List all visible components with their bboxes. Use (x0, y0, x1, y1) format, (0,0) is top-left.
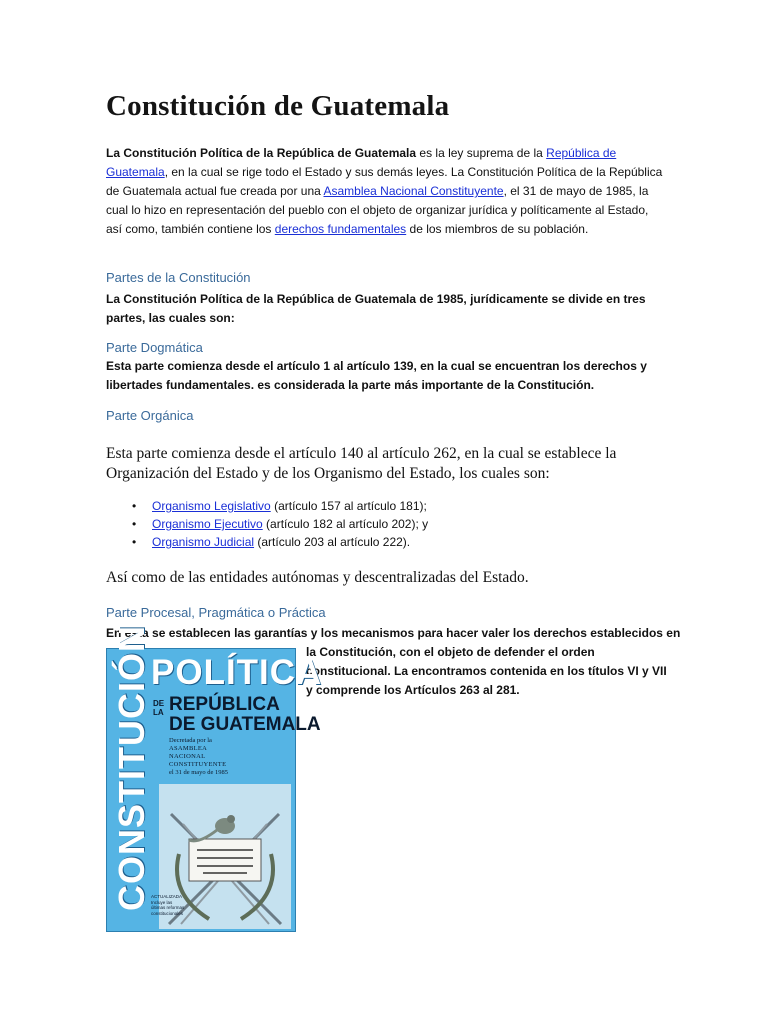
bullet-icon: • (132, 517, 137, 531)
cover-sub-3: NACIONAL (169, 753, 206, 760)
dogmatica-paragraph: Esta parte comienza desde el artículo 1 al artículo 139, en la cual se encuentran los derechos y libertades fundamentales. es considerada la parte más importante de la Constitución. (106, 359, 647, 392)
cover-note (151, 894, 193, 916)
link-asamblea-nacional-constituyente[interactable]: Asamblea Nacional Constituyente (323, 184, 504, 198)
cover-politica: POLÍTICA (151, 653, 323, 692)
procesal-line-2: la Constitución, con el objeto de defender el orden (306, 645, 595, 659)
cover-sub-4: CONSTITUYENTE (169, 761, 227, 768)
cover-note-4: constitucionales (151, 910, 184, 916)
page-title: Constitución de Guatemala (106, 90, 450, 122)
list-item (106, 533, 666, 551)
cover-note-3: últimas reformas (151, 905, 185, 910)
intro-text-4: de los miembros de su población. (406, 222, 589, 236)
link-organismo-legislativo[interactable]: Organismo Legislativo (152, 499, 271, 513)
cover-sub-5: el 31 de mayo de 1985 (169, 769, 229, 776)
heading-organica: Parte Orgánica (106, 408, 194, 423)
procesal-line-3: constitucional. La encontramos contenida en los títulos VI y VII (306, 664, 667, 678)
heading-partes: Partes de la Constitución (106, 270, 251, 285)
cover-republica-line-1: REPÚBLICA (169, 694, 280, 715)
constitution-book-cover (106, 625, 323, 932)
bullet-icon: • (132, 499, 137, 513)
organismos-list (106, 497, 666, 551)
cover-republica (169, 695, 321, 735)
organica-closing: Así como de las entidades autónomas y descentralizadas del Estado. (106, 569, 529, 586)
intro-text-2: , en la cual se rige todo el Estado y sus demás leyes. La Constitución Política de la República de Guatemala actual fue creada por una (106, 165, 663, 198)
link-derechos-fundamentales[interactable]: derechos fundamentales (274, 222, 407, 236)
cover-sub-2: ASAMBLEA (169, 745, 208, 752)
cover-sub-1: Decretada por la (169, 737, 212, 744)
intro-text-1: es la ley suprema de la (416, 146, 547, 160)
organica-paragraph: Esta parte comienza desde el artículo 140 al artículo 262, en la cual se establece la Organización del Estado y de los Organismo del Estado, los cuales son: (106, 445, 617, 482)
intro-bold-lead: La Constitución Política de la República de Guatemala (106, 146, 417, 160)
link-republica-de-guatemala[interactable]: República de Guatemala (106, 146, 617, 179)
list-item (106, 515, 666, 533)
procesal-line-4: y comprende los Artículos 263 al 281. (306, 683, 520, 697)
cover-de-la: DE LA (153, 699, 165, 717)
bullet-icon: • (132, 535, 137, 549)
procesal-line-1: En ésta se establecen las garantías y los mecanismos para hacer valer los derechos establecidos en (106, 626, 681, 640)
list-item-text: (artículo 157 al artículo 181); (270, 499, 427, 513)
intro-paragraph (106, 144, 666, 239)
heading-dogmatica: Parte Dogmática (106, 340, 203, 355)
cover-republica-line-2: DE GUATEMALA (169, 714, 321, 735)
cover-note-2: Incluye las (151, 899, 173, 905)
cover-note-1: ACTUALIZADA (151, 894, 183, 899)
list-item-text: (artículo 203 al artículo 222). (254, 535, 411, 549)
heading-procesal: Parte Procesal, Pragmática o Práctica (106, 605, 326, 620)
link-organismo-ejecutivo[interactable]: Organismo Ejecutivo (152, 517, 263, 531)
partes-paragraph: La Constitución Política de la República de Guatemala de 1985, jurídicamente se divide en tres partes, las cuales son: (106, 292, 646, 325)
cover-subtitle (169, 737, 259, 777)
link-organismo-judicial[interactable]: Organismo Judicial (152, 535, 255, 549)
intro-text-3: , el 31 de mayo de 1985, la cual lo hizo en representación del pueblo con el objeto de organizar jurídica y políticamente al Estado, así como, también contiene los (106, 184, 649, 236)
list-item (106, 497, 666, 515)
list-item-text: (artículo 182 al artículo 202); y (262, 517, 429, 531)
cover-vertical-title: CONSTITUCIÓN (111, 625, 152, 911)
